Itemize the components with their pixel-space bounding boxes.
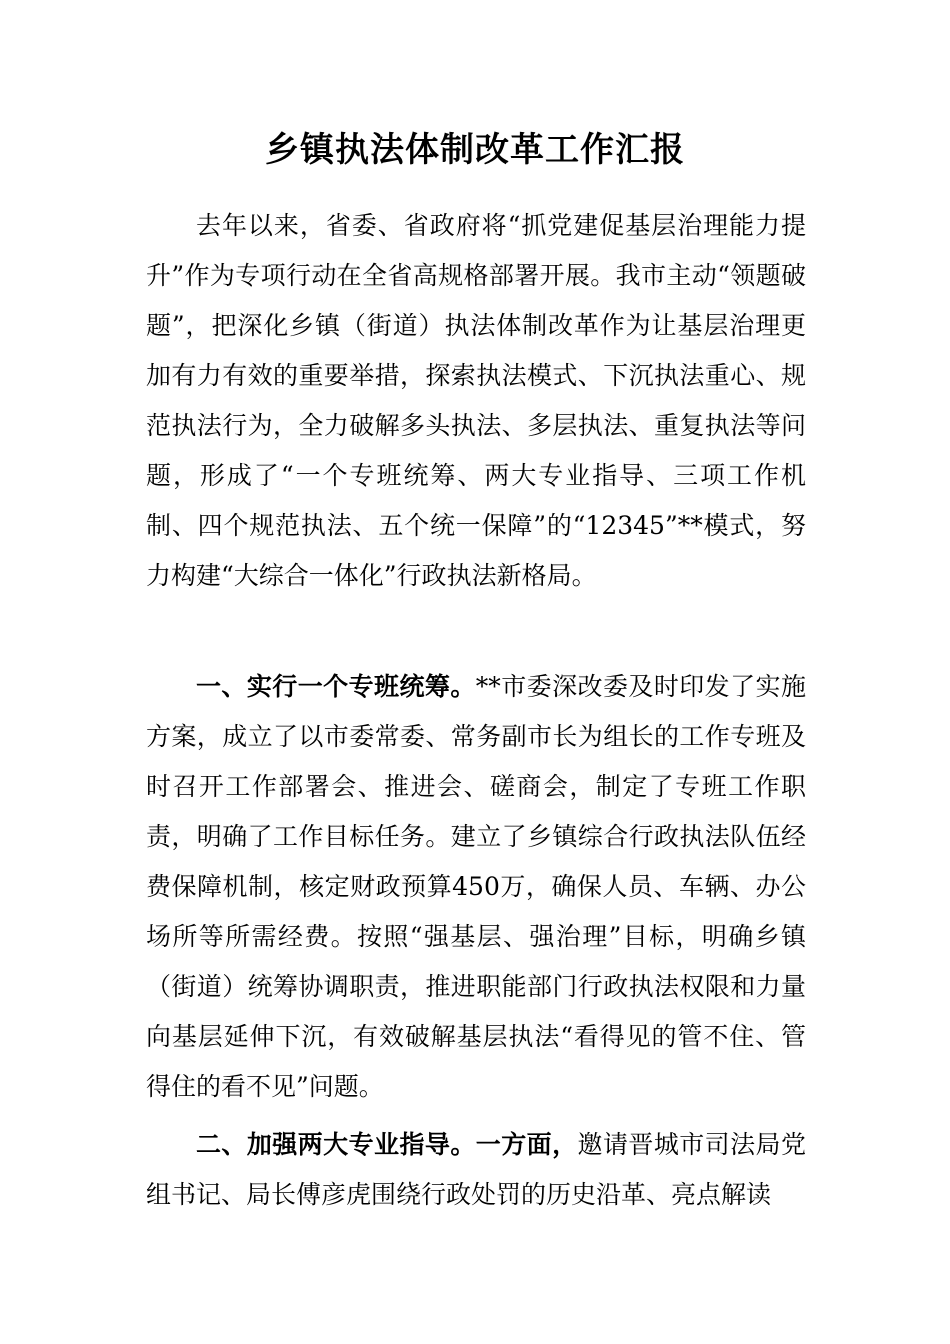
document-title: 乡镇执法体制改革工作汇报 xyxy=(265,130,685,170)
paragraph-intro xyxy=(146,201,806,601)
paragraph-text: 邀请晋城市司法局党组书记、局长傅彦虎围绕行政处罚的历史沿革、亮点解读 xyxy=(146,1130,806,1209)
paragraph-section-two xyxy=(146,1120,806,1220)
section-heading: 二、加强两大专业指导。一方面， xyxy=(196,1130,578,1159)
paragraph-text: 去年以来，省委、省政府将“抓党建促基层治理能力提升”作为专项行动在全省高规格部署开展。我市主动“领题破题”，把深化乡镇（街道）执法体制改革作为让基层治理更加有力有效的重要举措，探索执法模式、下沉执法重心、规范执法行为，全力破解多头执法、多层执法、重复执法等问题，形成了“一个专班统筹、两大专业指导、三项工作机制、四个规范执法、五个统一保障”的“12345”**模式，努力构建“大综合一体化”行政执法新格局。 xyxy=(146,211,806,590)
section-heading: 一、实行一个专班统筹。 xyxy=(196,672,476,701)
paragraph-text: **市委深改委及时印发了实施方案，成立了以市委常委、常务副市长为组长的工作专班及时召开工作部署会、推进会、磋商会，制定了专班工作职责，明确了工作目标任务。建立了乡镇综合行政执法队伍经费保障机制，核定财政预算450万，确保人员、车辆、办公场所等所需经费。按照“强基层、强治理”目标，明确乡镇（街道）统筹协调职责，推进职能部门行政执法权限和力量向基层延伸下沉，有效破解基层执法“看得见的管不住、管得住的看不见”问题。 xyxy=(146,672,806,1101)
paragraph-section-one xyxy=(146,662,806,1112)
